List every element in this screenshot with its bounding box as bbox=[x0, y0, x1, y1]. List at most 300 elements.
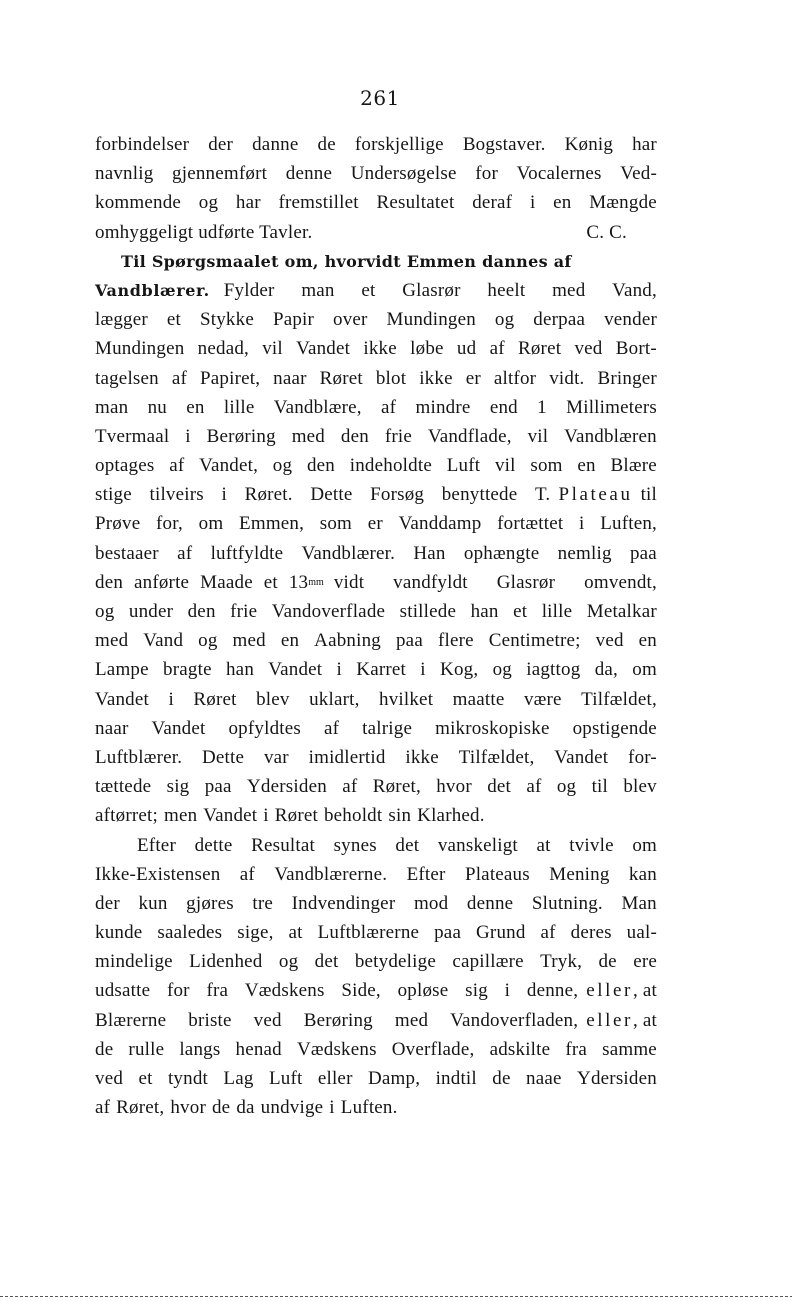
word: Vandet bbox=[554, 746, 609, 768]
word: om bbox=[198, 513, 224, 535]
word: gjøres bbox=[186, 892, 234, 914]
word: kunde bbox=[95, 922, 143, 944]
word: de bbox=[317, 134, 336, 155]
word: vidt bbox=[333, 571, 365, 593]
word: Mængde bbox=[589, 192, 657, 214]
text-line bbox=[95, 976, 657, 1005]
emphasis-eller: eller bbox=[586, 980, 633, 1002]
word: der bbox=[95, 892, 120, 914]
word: nedad, bbox=[197, 338, 249, 360]
word: i bbox=[336, 659, 343, 681]
text-line bbox=[95, 334, 657, 363]
word: kan bbox=[628, 863, 657, 885]
word: og bbox=[198, 192, 219, 214]
line-text: til bbox=[640, 484, 657, 506]
word: blev bbox=[256, 688, 290, 710]
word: med bbox=[232, 630, 266, 652]
word: Lidenhed bbox=[189, 951, 263, 973]
text-line bbox=[95, 364, 657, 393]
word: paa bbox=[395, 630, 423, 652]
word: deres bbox=[570, 922, 612, 944]
word: Bogstaver. bbox=[462, 134, 546, 155]
word: Mundingen bbox=[95, 338, 185, 360]
word: vanskeligt bbox=[437, 834, 518, 856]
word: Tryk, bbox=[540, 951, 583, 973]
text-line bbox=[95, 801, 657, 830]
word: langs bbox=[179, 1038, 221, 1060]
text-line bbox=[95, 1064, 657, 1093]
word: Forsøg bbox=[370, 484, 425, 506]
word: en bbox=[638, 630, 657, 652]
word: ikke bbox=[363, 338, 397, 360]
word: Stykke bbox=[199, 309, 254, 331]
word: af bbox=[323, 717, 340, 739]
word: opfyldtes bbox=[228, 717, 301, 739]
word: tilveirs bbox=[149, 484, 204, 506]
word: kommende bbox=[95, 192, 182, 214]
word: har bbox=[235, 192, 261, 214]
word: Blærerne bbox=[95, 1009, 167, 1031]
word: af bbox=[169, 455, 185, 477]
text-line bbox=[95, 1035, 657, 1064]
word: uklart, bbox=[309, 688, 360, 710]
text-line bbox=[95, 539, 657, 568]
text-line bbox=[95, 860, 657, 889]
word: en bbox=[280, 630, 300, 652]
word: Tilfældet, bbox=[458, 746, 535, 768]
word: forbindelser bbox=[95, 134, 190, 155]
word: for- bbox=[628, 746, 657, 768]
unit-superscript: mm bbox=[308, 576, 324, 588]
text-line bbox=[95, 772, 657, 801]
word: som bbox=[319, 513, 353, 535]
word: et bbox=[361, 279, 376, 301]
word: en bbox=[553, 192, 572, 214]
word: være bbox=[523, 688, 562, 710]
word: vender bbox=[604, 309, 657, 331]
word: Grund bbox=[476, 922, 526, 944]
word: ved bbox=[253, 1009, 282, 1031]
word: Vædskens bbox=[296, 1038, 377, 1060]
word: capillære bbox=[452, 951, 524, 973]
word: vandfyldt bbox=[393, 571, 468, 593]
text-line bbox=[95, 188, 657, 217]
word: Røret, bbox=[116, 1097, 165, 1119]
word: Centimetre; bbox=[488, 630, 581, 652]
page-number: 261 bbox=[360, 86, 400, 110]
word: han bbox=[225, 659, 255, 681]
word: fra bbox=[206, 980, 229, 1002]
word: Papir bbox=[272, 309, 315, 331]
word: Dette bbox=[310, 484, 353, 506]
word: med bbox=[95, 630, 129, 652]
word: tre bbox=[252, 892, 274, 914]
word: maatte bbox=[452, 688, 505, 710]
word: ikke bbox=[405, 746, 439, 768]
word: med bbox=[394, 1009, 429, 1031]
word: Glasrør bbox=[496, 571, 556, 593]
word: vil bbox=[527, 425, 549, 447]
word: ved bbox=[574, 338, 603, 360]
word: ikke bbox=[419, 367, 453, 389]
word: denne bbox=[285, 163, 333, 185]
word: Vandet bbox=[268, 659, 323, 681]
word: da bbox=[236, 1097, 255, 1119]
word: i bbox=[529, 192, 536, 214]
word: undvige bbox=[260, 1097, 324, 1119]
text-line bbox=[95, 480, 657, 509]
word: talrige bbox=[362, 717, 413, 739]
word: Resultat bbox=[251, 834, 315, 856]
word: gjennemført bbox=[172, 163, 268, 185]
word: af bbox=[177, 542, 193, 564]
word: om bbox=[632, 659, 657, 681]
word: frie bbox=[384, 425, 412, 447]
word: dette bbox=[194, 834, 233, 856]
word: derpaa bbox=[533, 309, 586, 331]
word: ere bbox=[633, 951, 657, 973]
word: og bbox=[556, 776, 577, 798]
text-line bbox=[95, 743, 657, 772]
word: sin bbox=[388, 805, 412, 827]
word: fremstillet bbox=[278, 192, 359, 214]
word: naae bbox=[526, 1068, 562, 1089]
word: den bbox=[306, 455, 335, 477]
word: Vand bbox=[143, 630, 184, 652]
word: et bbox=[513, 601, 528, 622]
word: synes bbox=[333, 834, 377, 856]
word: Efter bbox=[406, 863, 446, 885]
word: i bbox=[329, 1097, 335, 1119]
word: Aabning bbox=[314, 630, 381, 652]
name-plateau: Plateau bbox=[558, 484, 633, 506]
word: han bbox=[470, 601, 499, 622]
word: Resultatet bbox=[376, 192, 455, 214]
word: Vandblærerne. bbox=[274, 863, 388, 885]
word: udsatte bbox=[95, 980, 151, 1002]
word: Overflade, bbox=[391, 1038, 475, 1060]
word: Mening bbox=[549, 863, 610, 885]
word: Side, bbox=[341, 980, 381, 1002]
section-heading-cont: Vandblærer. bbox=[95, 280, 210, 300]
word: rulle bbox=[128, 1038, 165, 1060]
word: Karret bbox=[356, 659, 407, 681]
word: Luften. bbox=[340, 1097, 398, 1119]
word: nu bbox=[147, 396, 167, 418]
word: til bbox=[591, 776, 609, 798]
word: som bbox=[530, 455, 563, 477]
word: Lampe bbox=[95, 659, 149, 681]
word: Luften, bbox=[600, 513, 657, 535]
word: Indvendinger bbox=[291, 892, 396, 914]
word: Tilfældet, bbox=[581, 688, 657, 710]
word: og bbox=[198, 630, 218, 652]
text-line bbox=[95, 947, 657, 976]
word: naar bbox=[273, 367, 307, 389]
word: mikroskopiske bbox=[435, 717, 550, 739]
word: nemlig bbox=[557, 542, 612, 564]
word: ud bbox=[456, 338, 477, 360]
word: altfor bbox=[493, 367, 537, 389]
word: af bbox=[239, 863, 255, 885]
word: Tvermaal bbox=[95, 425, 170, 447]
word: Vandet bbox=[95, 688, 149, 710]
word: denne, bbox=[526, 980, 579, 1002]
word: det bbox=[487, 776, 512, 798]
word: Man bbox=[621, 892, 657, 914]
word: ved bbox=[595, 630, 624, 652]
text-line bbox=[95, 130, 657, 159]
text-line bbox=[95, 655, 657, 684]
word: Vandflade, bbox=[427, 425, 512, 447]
word: deraf bbox=[472, 192, 513, 214]
word: Efter bbox=[137, 834, 176, 856]
text-line bbox=[95, 393, 657, 422]
word: bestaaer bbox=[95, 542, 159, 564]
word: i bbox=[579, 513, 585, 535]
word: i bbox=[221, 484, 227, 506]
word: opstigende bbox=[572, 717, 657, 739]
word: benyttede bbox=[441, 484, 518, 506]
word: Vandblære, bbox=[273, 396, 362, 418]
word: et bbox=[138, 1068, 153, 1089]
word: Røret. bbox=[244, 484, 293, 506]
word: indtil bbox=[435, 1068, 477, 1089]
word: danne bbox=[252, 134, 299, 155]
word: Vandet bbox=[151, 717, 206, 739]
word: iagttog bbox=[526, 659, 581, 681]
word: Røret bbox=[319, 367, 363, 389]
word: er bbox=[367, 513, 383, 535]
word: og bbox=[272, 455, 293, 477]
word: indeholdte bbox=[349, 455, 432, 477]
line-text bbox=[95, 480, 550, 509]
text-line bbox=[95, 714, 657, 743]
word: det bbox=[314, 951, 339, 973]
word: under bbox=[128, 601, 174, 622]
emphasis-eller: eller bbox=[586, 1009, 633, 1031]
line-text bbox=[95, 1006, 578, 1035]
word: og bbox=[494, 309, 515, 331]
word: Millimeters bbox=[566, 396, 657, 418]
word: Berøring bbox=[303, 1009, 373, 1031]
word: over bbox=[333, 309, 368, 331]
line-text: , at bbox=[632, 1009, 657, 1031]
word: den bbox=[187, 601, 216, 622]
body-text bbox=[95, 130, 657, 1122]
word: lægger bbox=[95, 309, 148, 331]
word: Papiret, bbox=[200, 367, 261, 389]
word: af bbox=[342, 776, 358, 798]
word: mindre bbox=[415, 396, 471, 418]
word: for, bbox=[156, 513, 183, 535]
word: Vandet, bbox=[199, 455, 259, 477]
word: Blære bbox=[610, 455, 657, 477]
word: flere bbox=[437, 630, 474, 652]
text-line bbox=[95, 831, 657, 860]
word: opløse bbox=[397, 980, 449, 1002]
word: er bbox=[465, 367, 481, 389]
word: man bbox=[301, 279, 335, 301]
word: sige, bbox=[237, 922, 274, 944]
line-text: , at bbox=[632, 980, 657, 1002]
line-text bbox=[334, 568, 657, 597]
word: blot bbox=[375, 367, 407, 389]
word: vil bbox=[494, 455, 516, 477]
word: tættede bbox=[95, 776, 152, 798]
word: stige bbox=[95, 484, 132, 506]
word: Berøring bbox=[206, 425, 276, 447]
word: optages bbox=[95, 455, 155, 477]
word: i bbox=[185, 425, 191, 447]
word: fra bbox=[565, 1038, 588, 1060]
word: sig bbox=[166, 776, 190, 798]
word: har bbox=[632, 134, 657, 155]
line-text bbox=[95, 976, 578, 1005]
word: naar bbox=[95, 717, 129, 739]
text-line bbox=[95, 305, 657, 334]
text-line bbox=[95, 918, 657, 947]
text-line bbox=[95, 1006, 657, 1035]
word: Bringer bbox=[597, 367, 657, 389]
word: Vanddamp bbox=[398, 513, 482, 535]
text-line bbox=[95, 626, 657, 655]
word: forskjellige bbox=[354, 134, 444, 155]
word: imidlertid bbox=[308, 746, 386, 768]
word: frie bbox=[230, 601, 258, 622]
word: Vandblærer. bbox=[301, 542, 396, 564]
word: med bbox=[552, 279, 586, 301]
text-line bbox=[95, 159, 657, 188]
word: adskilte bbox=[489, 1038, 551, 1060]
word: de bbox=[598, 951, 617, 973]
word: mindelige bbox=[95, 951, 173, 973]
word: hvilket bbox=[379, 688, 434, 710]
word: henad bbox=[235, 1038, 282, 1060]
word: i bbox=[504, 980, 511, 1002]
text-line bbox=[95, 597, 657, 626]
word: betydelige bbox=[354, 951, 436, 973]
word: lille bbox=[541, 601, 573, 622]
word: Damp, bbox=[368, 1068, 421, 1089]
word: i bbox=[168, 688, 174, 710]
text-line bbox=[95, 422, 657, 451]
word: tvivle bbox=[569, 834, 614, 856]
word: Han bbox=[413, 542, 446, 564]
word: Slutning. bbox=[531, 892, 603, 914]
word: der bbox=[208, 134, 234, 155]
word: Røret bbox=[517, 338, 562, 360]
word: af bbox=[526, 776, 542, 798]
word: af bbox=[171, 367, 188, 389]
word: sig bbox=[465, 980, 488, 1002]
word: Vandet bbox=[296, 338, 351, 360]
line-text: omhyggeligt udførte Tavler. bbox=[95, 221, 313, 243]
word: Fylder bbox=[223, 279, 275, 301]
word: de bbox=[95, 1038, 114, 1060]
line-text bbox=[224, 276, 657, 305]
word: et bbox=[166, 309, 182, 331]
word: heelt bbox=[487, 279, 526, 301]
word: kun bbox=[138, 892, 168, 914]
word: af bbox=[489, 338, 505, 360]
word: at bbox=[536, 834, 551, 856]
scan-edge-rule bbox=[0, 1296, 792, 1297]
word: Metalkar bbox=[586, 601, 657, 622]
word: af bbox=[540, 922, 556, 944]
word: og bbox=[492, 659, 512, 681]
word: med bbox=[291, 425, 325, 447]
word: Emmen, bbox=[239, 513, 305, 535]
word: denne bbox=[466, 892, 514, 914]
word: ual- bbox=[626, 922, 657, 944]
word: en bbox=[186, 396, 205, 418]
word: saaledes bbox=[157, 922, 223, 944]
word: Luft bbox=[446, 455, 481, 477]
word: omvendt, bbox=[584, 571, 657, 593]
word: da, bbox=[594, 659, 618, 681]
word: Røret bbox=[274, 805, 318, 827]
word: Vandblæren bbox=[564, 425, 657, 447]
word: aftørret; bbox=[95, 805, 158, 827]
word: Vandet bbox=[203, 805, 258, 827]
word: Vocalernes bbox=[516, 163, 602, 185]
word: for bbox=[475, 163, 498, 185]
word: paa bbox=[629, 542, 657, 564]
word: paa bbox=[204, 776, 232, 798]
word: Ydersiden bbox=[577, 1068, 657, 1089]
text-line bbox=[95, 685, 657, 714]
word: i bbox=[420, 659, 426, 681]
word: at bbox=[288, 922, 303, 944]
section-heading-line bbox=[95, 247, 657, 276]
word: luftfyldte bbox=[210, 542, 284, 564]
word: end bbox=[489, 396, 518, 418]
word: Ydersiden bbox=[247, 776, 327, 798]
word: 1 bbox=[537, 396, 547, 418]
word: fortættet bbox=[497, 513, 564, 535]
word: det bbox=[395, 834, 420, 856]
word: tyndt bbox=[167, 1068, 209, 1089]
word: løbe bbox=[410, 338, 444, 360]
word: Mundingen bbox=[386, 309, 476, 331]
word: paa bbox=[434, 922, 462, 944]
word: Vandoverflade bbox=[271, 601, 386, 622]
word: mod bbox=[413, 892, 449, 914]
word: Røret, bbox=[372, 776, 421, 798]
text-line bbox=[95, 1093, 657, 1122]
word: Ved- bbox=[620, 163, 657, 185]
word: Ikke-Existensen bbox=[95, 863, 221, 885]
word: Dette bbox=[201, 746, 245, 768]
word: vidt. bbox=[549, 367, 585, 389]
word: af bbox=[95, 1097, 111, 1119]
word: for bbox=[166, 980, 190, 1002]
line-text: den anførte Maade et 13 bbox=[95, 571, 309, 593]
word: man bbox=[95, 396, 129, 418]
word: Klarhed. bbox=[417, 805, 485, 827]
word: Glasrør bbox=[402, 279, 461, 301]
word: ophængte bbox=[463, 542, 540, 564]
text-line bbox=[95, 218, 657, 247]
text-line bbox=[95, 889, 657, 918]
word: bragte bbox=[163, 659, 212, 681]
text-line bbox=[95, 509, 657, 538]
word: Vædskens bbox=[244, 980, 325, 1002]
word: stillede bbox=[399, 601, 457, 622]
word: tagelsen bbox=[95, 367, 159, 389]
word: Luft bbox=[268, 1068, 303, 1089]
